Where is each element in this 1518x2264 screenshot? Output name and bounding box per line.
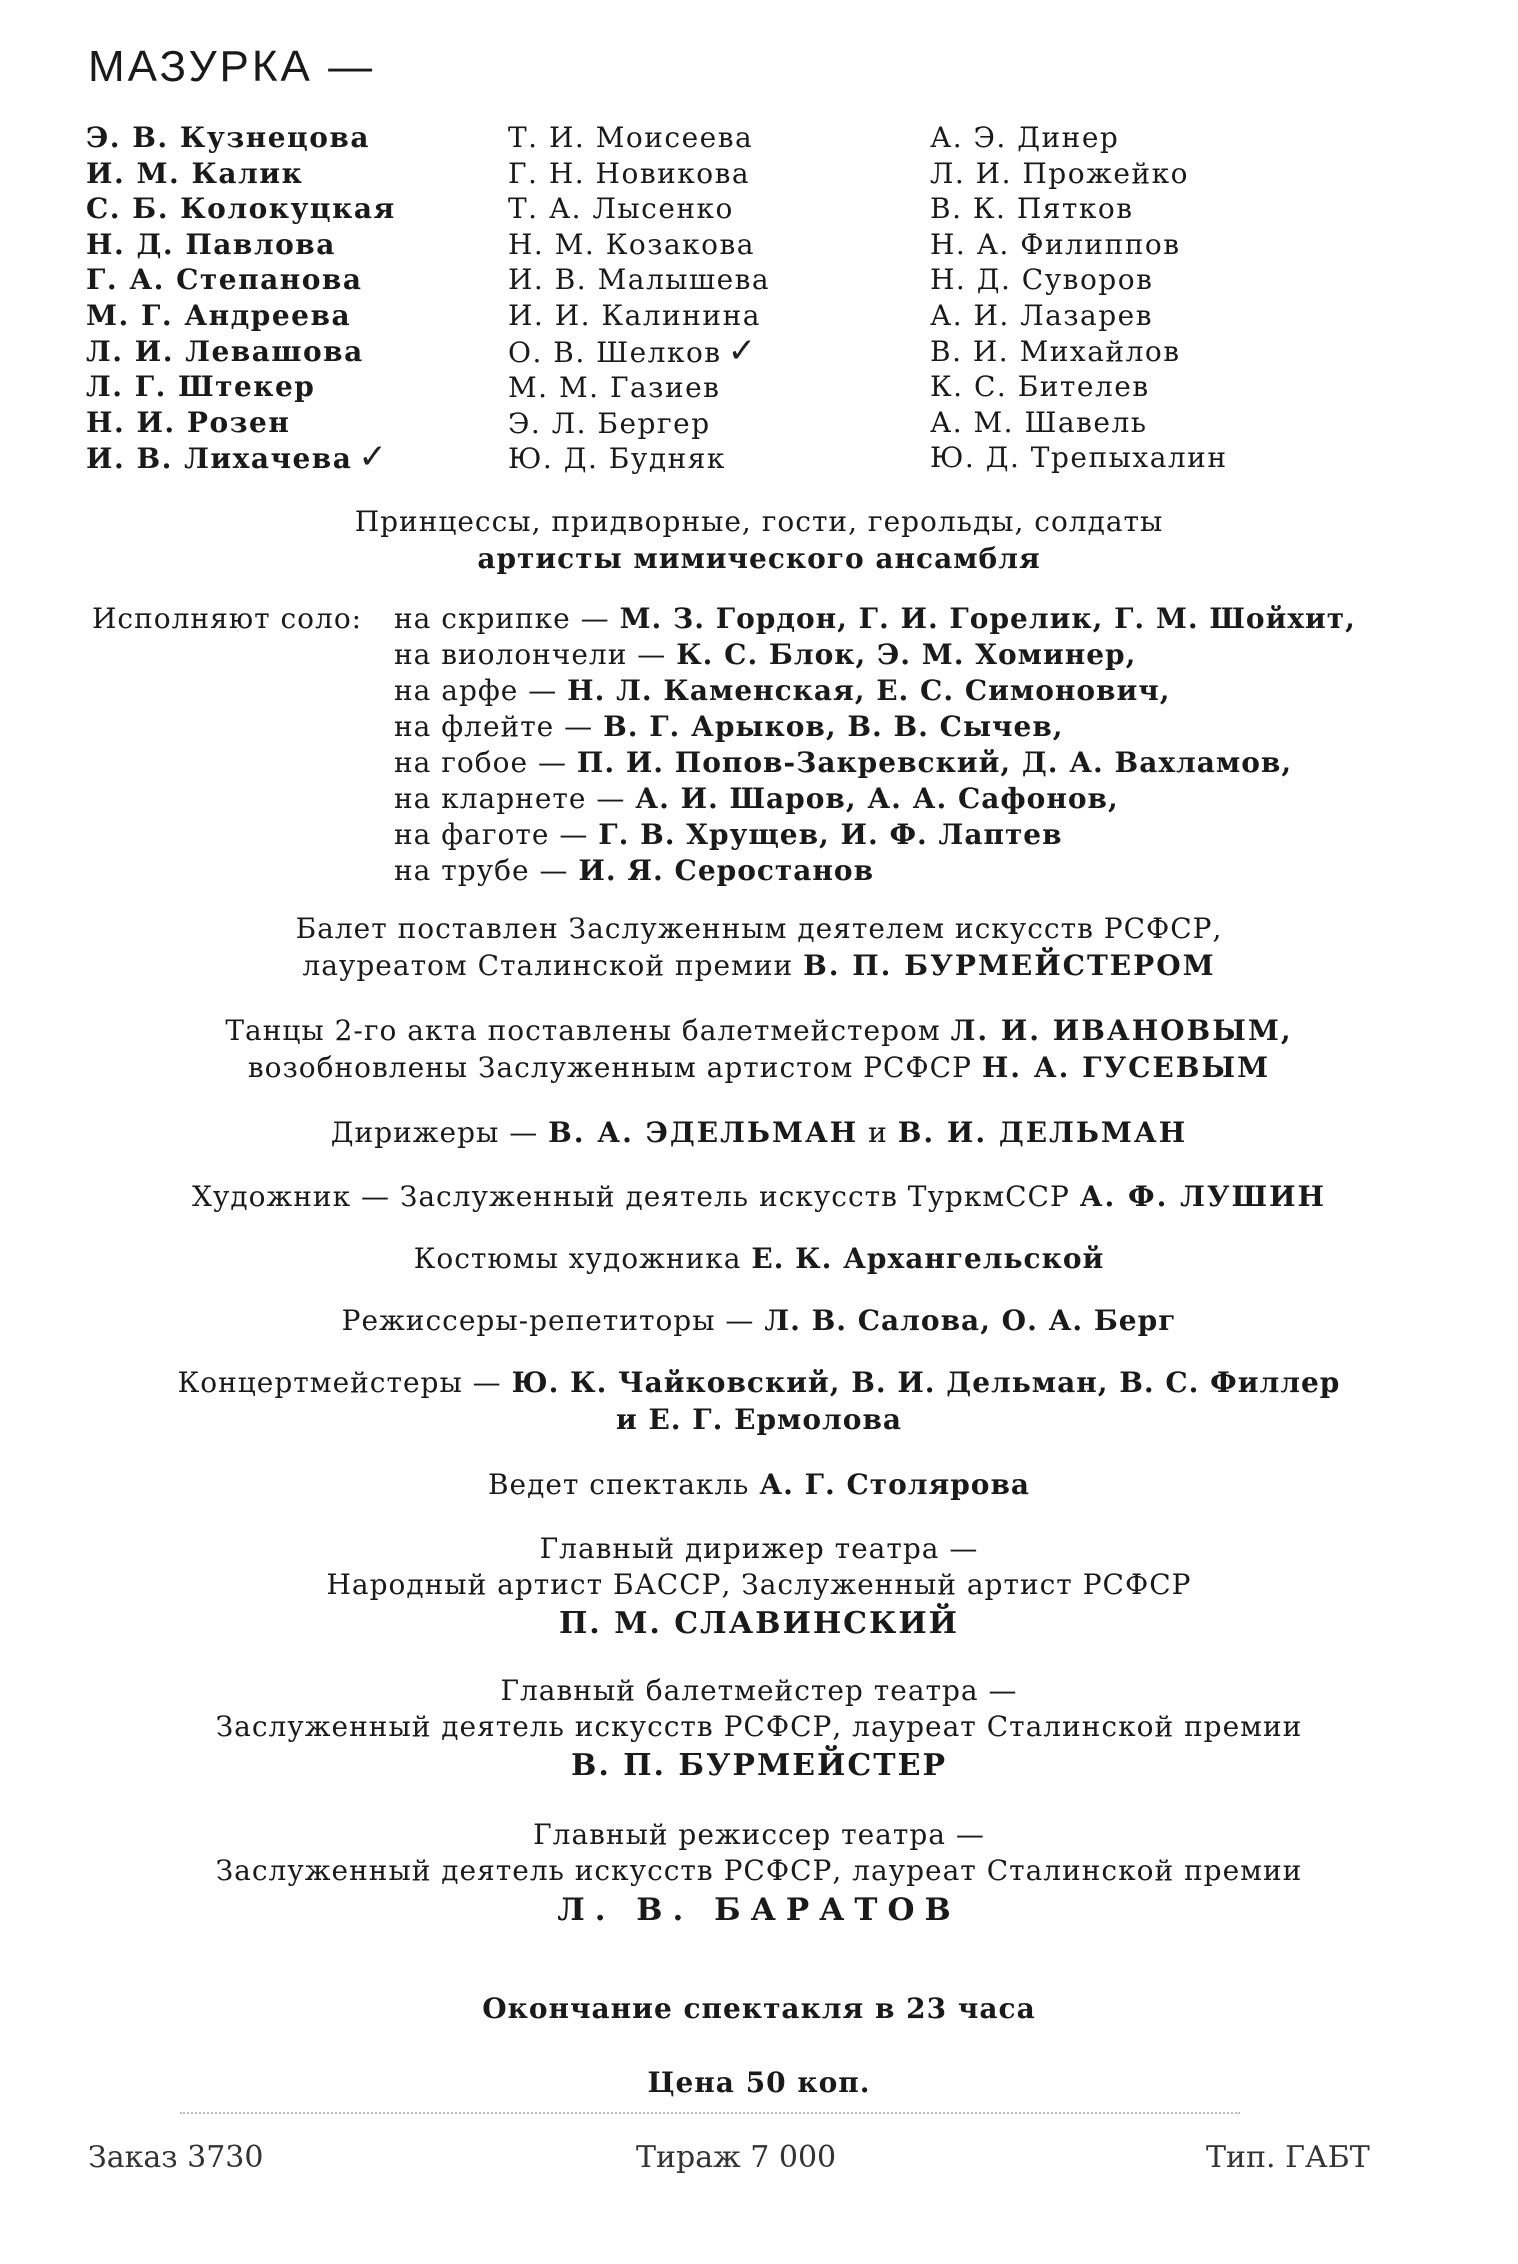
- solo-names: П. И. Попов-Закревский, Д. А. Вахламов,: [576, 746, 1293, 779]
- cast-name: А. Э. Динер: [930, 121, 1120, 154]
- conjunction: и: [868, 1116, 888, 1149]
- chief-choreographer-name: В. П. БУРМЕЙСТЕР: [570, 1748, 948, 1783]
- cast-name: Э. Л. Бергер: [508, 406, 711, 440]
- cast-name: Г. А. Степанова: [86, 263, 363, 297]
- solo-instrument: на фаготе —: [394, 818, 589, 851]
- solo-instrument: на скрипке —: [394, 602, 610, 635]
- cast-name: Т. И. Моисеева: [508, 121, 754, 154]
- solo-instrument: на кларнете —: [394, 782, 626, 815]
- print-run: Тираж 7 000: [636, 2140, 837, 2175]
- conductors-line: [0, 1116, 1518, 1149]
- solo-instrument: на арфе —: [394, 674, 558, 707]
- printer: Тип. ГАБТ: [1206, 2140, 1370, 2175]
- solo-instrument: на гобое —: [394, 746, 567, 779]
- solo-names: Г. В. Хрущев, И. Ф. Лаптев: [598, 818, 1063, 851]
- credit-text: Танцы 2-го акта поставлены балетмейстером: [225, 1014, 941, 1047]
- solo-row: [394, 854, 874, 887]
- soloists-label: Исполняют соло:: [92, 602, 363, 635]
- solo-names: И. Я. Серостанов: [578, 854, 875, 887]
- credit-text: лауреатом Сталинской премии: [302, 949, 794, 982]
- cast-name: Н. Д. Суворов: [930, 263, 1154, 297]
- price: Цена 50 коп.: [647, 2066, 871, 2099]
- cast-name: С. Б. Колокуцкая: [86, 192, 396, 226]
- stage-manager-name: А. Г. Столярова: [759, 1468, 1031, 1501]
- accompanist-names: Ю. К. Чайковский, В. И. Дельман, В. С. Филлер: [511, 1366, 1341, 1399]
- solo-instrument: на флейте —: [394, 710, 594, 743]
- cast-list: [0, 120, 1518, 480]
- cast-name: М. М. Газиев: [508, 371, 721, 405]
- cast-name: И. В. Малышева: [508, 263, 771, 297]
- cast-name: И. В. Лихачева: [86, 442, 353, 476]
- solo-row: [394, 746, 1292, 779]
- dotted-divider: [180, 2112, 1240, 2114]
- extras-ensemble: артисты мимического ансамбля: [477, 542, 1041, 575]
- cast-name: Г. Н. Новикова: [508, 156, 751, 190]
- solo-names: В. Г. Арыков, В. В. Сычев,: [603, 710, 1064, 743]
- conductor-name: В. И. ДЕЛЬМАН: [897, 1116, 1188, 1149]
- credit-text: возобновлены Заслуженным артистом РСФСР: [247, 1051, 972, 1084]
- credit-text: Костюмы художника: [413, 1242, 742, 1275]
- chief-director-titles: Заслуженный деятель искусств РСФСР, лауреат Сталинской премии: [215, 1854, 1303, 1887]
- solo-names: Н. Л. Каменская, Е. С. Симонович,: [567, 674, 1171, 707]
- chief-director-title: Главный режиссер театра —: [533, 1818, 985, 1851]
- cast-name: Т. А. Лысенко: [508, 192, 734, 226]
- cast-name: Л. И. Прожейко: [930, 156, 1189, 190]
- solo-row: [394, 674, 1171, 707]
- credit-text: Ведет спектакль: [487, 1468, 750, 1501]
- cast-row-checked: [508, 330, 770, 371]
- credit-text: Художник — Заслуженный деятель искусств ТуркмССР: [192, 1180, 1070, 1213]
- solo-names: А. И. Шаров, А. А. Сафонов,: [635, 782, 1119, 815]
- artist-line: [0, 1180, 1518, 1213]
- checkmark-icon: ✓: [358, 437, 389, 478]
- chief-choreographer-title: Главный балетмейстер театра —: [500, 1674, 1018, 1707]
- repetiteur-names: Л. В. Салова, О. А. Берг: [764, 1304, 1177, 1337]
- solo-row: [394, 638, 1136, 671]
- cast-name: Л. Г. Штекер: [86, 370, 316, 404]
- cast-name: М. Г. Андреева: [86, 298, 352, 332]
- choreographer-name: Л. И. ИВАНОВЫМ,: [950, 1014, 1293, 1047]
- artist-name: А. Ф. ЛУШИН: [1079, 1180, 1326, 1213]
- costumes-line: [0, 1242, 1518, 1275]
- cast-name: Ю. Д. Будняк: [508, 442, 726, 476]
- cast-name: И. И. Калинина: [508, 298, 761, 332]
- solo-instrument: на виолончели —: [394, 638, 667, 671]
- cast-column-2: [508, 120, 770, 477]
- cast-name: Ю. Д. Трепыхалин: [930, 441, 1228, 475]
- solo-instrument: на трубе —: [394, 854, 569, 887]
- repetiteurs-line: [0, 1304, 1518, 1337]
- accompanists-line: [0, 1366, 1518, 1399]
- checkmark-icon: ✓: [727, 330, 758, 371]
- ending-time: Окончание спектакля в 23 часа: [482, 1992, 1036, 2025]
- cast-name: И. М. Калик: [86, 156, 304, 190]
- chief-director-name: Л. В. БАРАТОВ: [557, 1892, 961, 1928]
- cast-name: О. В. Шелков: [508, 335, 722, 369]
- ballet-credit-line: Балет поставлен Заслуженным деятелем искусств РСФСР,: [295, 912, 1223, 945]
- cast-name: Н. А. Филиппов: [930, 227, 1181, 261]
- cast-name: Л. И. Левашова: [86, 334, 364, 368]
- cast-column-3: [930, 120, 1228, 476]
- accompanists-line: и Е. Г. Ермолова: [615, 1403, 903, 1436]
- chief-conductor-titles: Народный артист БАССР, Заслуженный артист РСФСР: [326, 1568, 1192, 1601]
- dances-credit-line: [0, 1014, 1518, 1047]
- cast-name: Н. И. Розен: [86, 405, 291, 439]
- restorer-name: Н. А. ГУСЕВЫМ: [981, 1051, 1271, 1084]
- solo-row: [394, 710, 1064, 743]
- solo-names: К. С. Блок, Э. М. Хоминер,: [676, 638, 1137, 671]
- cast-name: Н. М. Козакова: [508, 227, 755, 261]
- chief-choreographer-titles: Заслуженный деятель искусств РСФСР, лауреат Сталинской премии: [215, 1710, 1303, 1743]
- cast-name: А. И. Лазарев: [930, 298, 1154, 332]
- credit-text: Концертмейстеры —: [177, 1366, 502, 1399]
- cast-name: А. М. Шавель: [930, 405, 1148, 439]
- cast-name: В. И. Михайлов: [930, 334, 1181, 368]
- cast-row-checked: [86, 437, 396, 478]
- order-number: Заказ 3730: [88, 2140, 264, 2175]
- costume-designer-name: Е. К. Архангельской: [751, 1242, 1105, 1275]
- conductor-name: В. А. ЭДЕЛЬМАН: [548, 1116, 859, 1149]
- choreographer-name: В. П. БУРМЕЙСТЕРОМ: [803, 949, 1216, 982]
- solo-row: [394, 602, 1356, 635]
- credit-text: Режиссеры-репетиторы —: [341, 1304, 755, 1337]
- chief-conductor-name: П. М. СЛАВИНСКИЙ: [558, 1606, 960, 1641]
- cast-name: Э. В. Кузнецова: [86, 121, 370, 154]
- solo-row: [394, 818, 1063, 851]
- credit-text: Дирижеры —: [330, 1116, 539, 1149]
- solo-row: [394, 782, 1119, 815]
- cast-column-1: [86, 120, 396, 477]
- section-title: МАЗУРКА —: [88, 42, 376, 91]
- extras-line: Принцессы, придворные, гости, герольды, солдаты: [354, 505, 1164, 538]
- ballet-credit-line: [0, 949, 1518, 982]
- stage-manager-line: [0, 1468, 1518, 1501]
- dances-credit-line: [0, 1051, 1518, 1084]
- cast-name: Н. Д. Павлова: [86, 227, 336, 261]
- chief-conductor-title: Главный дирижер театра —: [539, 1532, 979, 1565]
- solo-names: М. З. Гордон, Г. И. Горелик, Г. М. Шойхит,: [619, 602, 1356, 635]
- cast-name: К. С. Бителев: [930, 370, 1150, 404]
- cast-name: В. К. Пятков: [930, 192, 1134, 226]
